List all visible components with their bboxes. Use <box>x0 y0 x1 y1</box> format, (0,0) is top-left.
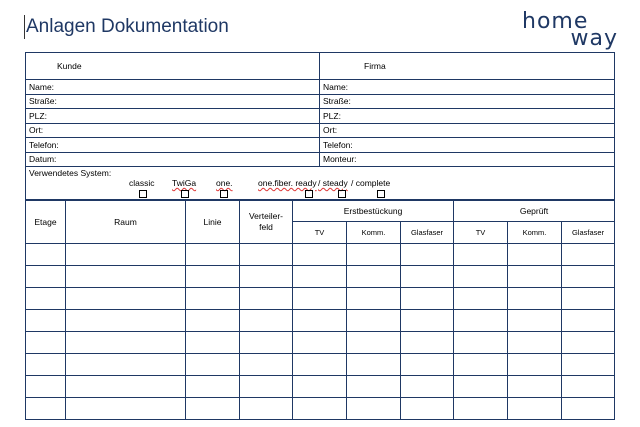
table-cell[interactable] <box>26 354 66 376</box>
table-cell[interactable] <box>508 354 562 376</box>
table-cell[interactable] <box>401 288 454 310</box>
table-cell[interactable] <box>293 288 347 310</box>
table-cell[interactable] <box>293 244 347 266</box>
table-cell[interactable] <box>454 376 508 398</box>
table-row <box>26 244 615 266</box>
table-cell[interactable] <box>66 398 186 420</box>
table-cell[interactable] <box>562 244 615 266</box>
table-cell[interactable] <box>186 376 240 398</box>
table-cell[interactable] <box>26 288 66 310</box>
table-cell[interactable] <box>26 398 66 420</box>
table-cell[interactable] <box>454 332 508 354</box>
table-row <box>26 288 615 310</box>
table-row <box>26 332 615 354</box>
table-cell[interactable] <box>401 266 454 288</box>
kunde-telefon-field[interactable]: Telefon: <box>26 138 320 153</box>
table-cell[interactable] <box>240 376 293 398</box>
table-cell[interactable] <box>347 332 401 354</box>
table-cell[interactable] <box>347 354 401 376</box>
kunde-plz-field[interactable]: PLZ: <box>26 109 320 124</box>
table-cell[interactable] <box>562 332 615 354</box>
firma-plz-field[interactable]: PLZ: <box>320 109 615 124</box>
firma-ort-field[interactable]: Ort: <box>320 123 615 138</box>
table-cell[interactable] <box>240 332 293 354</box>
table-cell[interactable] <box>401 354 454 376</box>
kunde-strasse-field[interactable]: Straße: <box>26 94 320 109</box>
table-cell[interactable] <box>401 398 454 420</box>
table-row <box>26 354 615 376</box>
table-cell[interactable] <box>26 310 66 332</box>
table-cell[interactable] <box>66 376 186 398</box>
table-cell[interactable] <box>186 354 240 376</box>
table-cell[interactable] <box>508 266 562 288</box>
table-cell[interactable] <box>401 332 454 354</box>
kunde-ort-field[interactable]: Ort: <box>26 123 320 138</box>
table-cell[interactable] <box>401 376 454 398</box>
table-cell[interactable] <box>347 266 401 288</box>
table-cell[interactable] <box>454 288 508 310</box>
option-one-label: one. <box>216 178 233 188</box>
option-twiga-label: TwiGa <box>172 178 197 188</box>
option-classic-checkbox[interactable] <box>139 190 147 198</box>
firma-name-field[interactable]: Name: <box>320 80 615 95</box>
table-cell[interactable] <box>26 244 66 266</box>
table-cell[interactable] <box>26 332 66 354</box>
table-cell[interactable] <box>240 244 293 266</box>
col-etage: Etage <box>26 200 66 244</box>
table-cell[interactable] <box>293 266 347 288</box>
kunde-header: Kunde <box>26 53 320 80</box>
table-cell[interactable] <box>66 288 186 310</box>
table-cell[interactable] <box>240 398 293 420</box>
table-cell[interactable] <box>401 310 454 332</box>
firma-telefon-field[interactable]: Telefon: <box>320 138 615 153</box>
datum-field[interactable]: Datum: <box>26 152 320 167</box>
option-onefiber-checkbox[interactable] <box>305 190 313 198</box>
table-cell[interactable] <box>293 376 347 398</box>
table-cell[interactable] <box>240 310 293 332</box>
system-label: Verwendetes System: <box>29 168 112 178</box>
table-cell[interactable] <box>66 244 186 266</box>
table-cell[interactable] <box>562 354 615 376</box>
table-cell[interactable] <box>293 310 347 332</box>
table-cell[interactable] <box>508 398 562 420</box>
table-cell[interactable] <box>454 266 508 288</box>
table-cell[interactable] <box>66 354 186 376</box>
option-classic-label: classic <box>129 178 155 188</box>
page-title: Anlagen Dokumentation <box>26 16 229 37</box>
table-cell[interactable] <box>454 244 508 266</box>
sub-col-gepr-tv: TV <box>454 222 508 244</box>
documentation-grid <box>25 199 615 420</box>
table-cell[interactable] <box>454 398 508 420</box>
table-cell[interactable] <box>186 398 240 420</box>
table-cell[interactable] <box>66 332 186 354</box>
table-cell[interactable] <box>66 266 186 288</box>
table-cell[interactable] <box>508 332 562 354</box>
sub-col-gepr-komm: Komm. <box>508 222 562 244</box>
table-cell[interactable] <box>26 376 66 398</box>
firma-header: Firma <box>320 53 615 80</box>
option-steady-label: / steady <box>318 178 348 188</box>
logo-text-home: home <box>522 9 589 34</box>
table-cell[interactable] <box>293 398 347 420</box>
col-erstbestueckung: Erstbestückung <box>293 200 454 222</box>
table-cell[interactable] <box>293 354 347 376</box>
option-twiga-checkbox[interactable] <box>181 190 189 198</box>
col-geprueft: Geprüft <box>454 200 615 222</box>
firma-strasse-field[interactable]: Straße: <box>320 94 615 109</box>
customer-info-table <box>25 52 615 201</box>
table-cell[interactable] <box>562 310 615 332</box>
table-cell[interactable] <box>508 376 562 398</box>
kunde-name-field[interactable]: Name: <box>26 80 320 95</box>
table-cell[interactable] <box>347 288 401 310</box>
table-cell[interactable] <box>293 332 347 354</box>
option-onefiber-label: one.fiber. ready <box>258 178 317 188</box>
col-verteilerfeld: Verteiler-feld <box>240 200 293 244</box>
table-cell[interactable] <box>454 354 508 376</box>
option-complete-checkbox[interactable] <box>377 190 385 198</box>
table-cell[interactable] <box>186 332 240 354</box>
table-cell[interactable] <box>347 376 401 398</box>
table-cell[interactable] <box>562 266 615 288</box>
sub-col-erst-komm: Komm. <box>347 222 401 244</box>
table-cell[interactable] <box>240 288 293 310</box>
table-cell[interactable] <box>508 288 562 310</box>
table-cell[interactable] <box>347 244 401 266</box>
table-cell[interactable] <box>26 266 66 288</box>
table-cell[interactable] <box>508 244 562 266</box>
sub-col-gepr-glasfaser: Glasfaser <box>562 222 615 244</box>
table-cell[interactable] <box>186 288 240 310</box>
table-cell[interactable] <box>401 244 454 266</box>
homeway-logo <box>522 9 618 51</box>
table-cell[interactable] <box>186 244 240 266</box>
option-steady-checkbox[interactable] <box>338 190 346 198</box>
grid-body <box>26 244 615 420</box>
table-cell[interactable] <box>240 266 293 288</box>
table-row <box>26 266 615 288</box>
table-cell[interactable] <box>562 398 615 420</box>
table-cell[interactable] <box>562 376 615 398</box>
option-complete-label: / complete <box>351 178 391 188</box>
col-raum: Raum <box>66 200 186 244</box>
sub-col-erst-glasfaser: Glasfaser <box>401 222 454 244</box>
option-one-checkbox[interactable] <box>220 190 228 198</box>
table-cell[interactable] <box>186 310 240 332</box>
table-cell[interactable] <box>347 398 401 420</box>
table-cell[interactable] <box>454 310 508 332</box>
table-row <box>26 376 615 398</box>
table-cell[interactable] <box>562 288 615 310</box>
table-cell[interactable] <box>240 354 293 376</box>
logo-text-way: way <box>570 26 618 51</box>
table-cell[interactable] <box>186 266 240 288</box>
table-cell[interactable] <box>66 310 186 332</box>
col-linie: Linie <box>186 200 240 244</box>
system-section <box>26 167 615 201</box>
monteur-field[interactable]: Monteur: <box>320 152 615 167</box>
sub-col-erst-tv: TV <box>293 222 347 244</box>
table-row <box>26 398 615 420</box>
table-row <box>26 310 615 332</box>
table-cell[interactable] <box>347 310 401 332</box>
table-cell[interactable] <box>508 310 562 332</box>
